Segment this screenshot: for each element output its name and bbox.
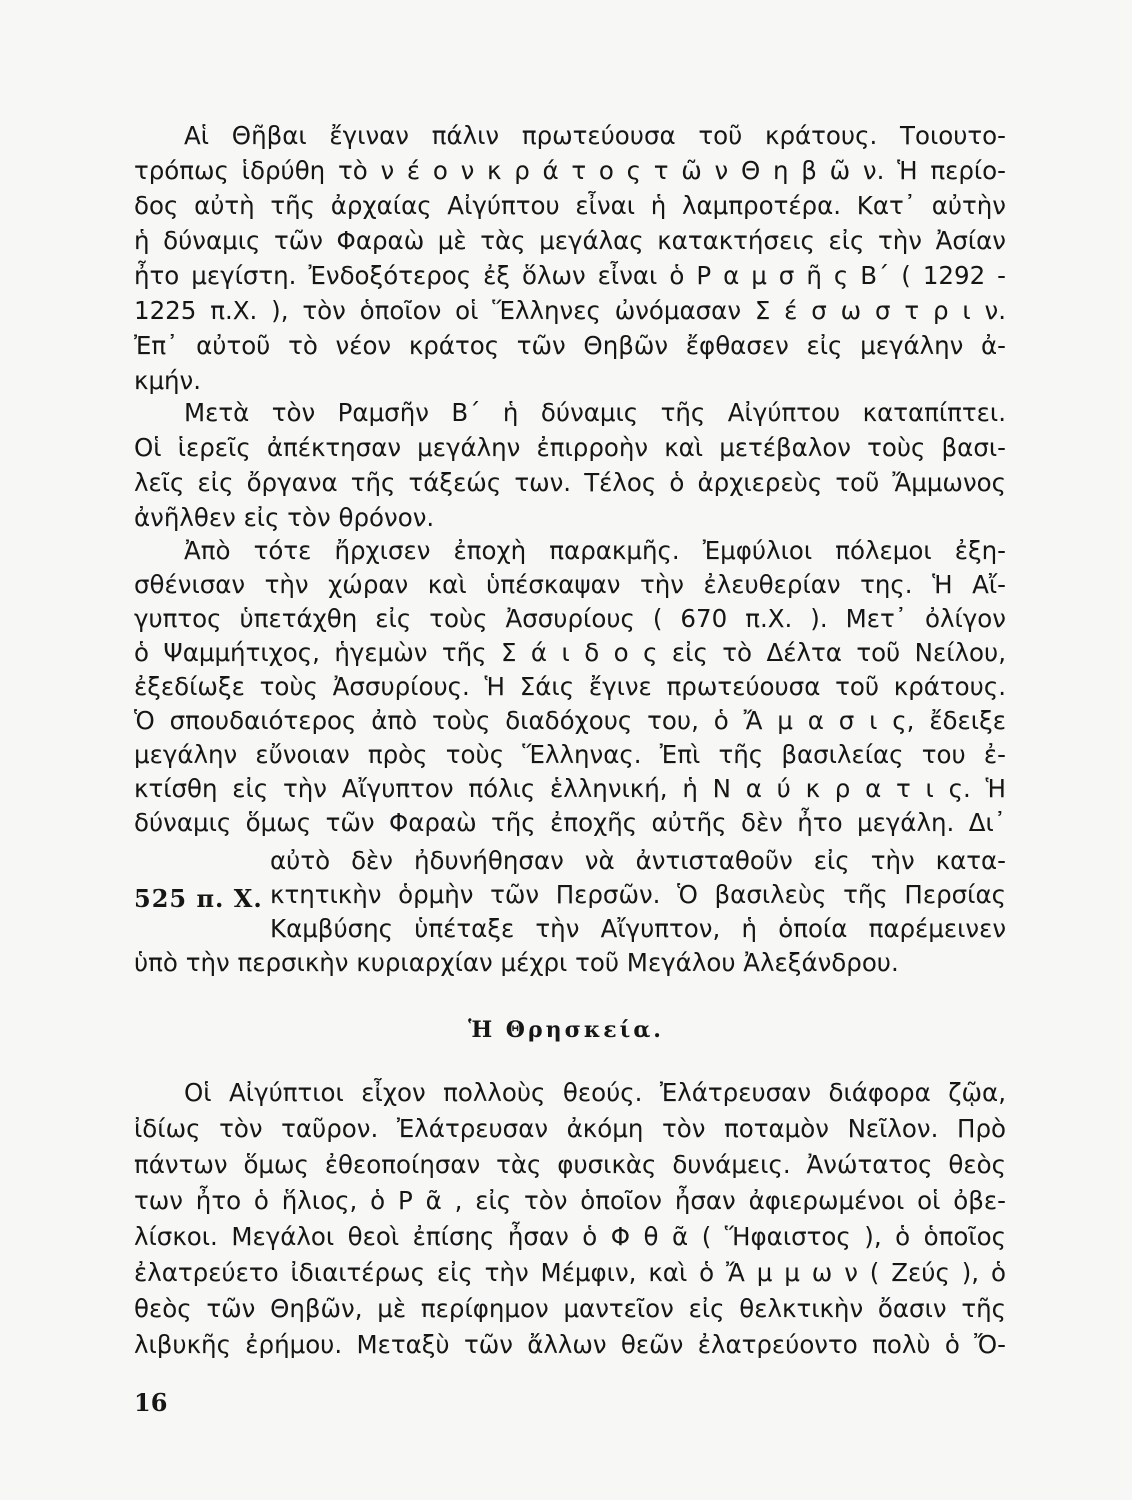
text-line: ἡ δύναμις τῶν Φαραὼ μὲ τὰς μεγάλας κατακτήσεις εἰς τὴν Ἀσίαν [134,226,1006,255]
text-line: πάντων ὅμως ἐθεοποίησαν τὰς φυσικὰς δυνάμεις. Ἀνώτατος θεὸς [134,1150,1006,1179]
text-line: ἦτο μεγίστη. Ἐνδοξότερος ἐξ ὅλων εἶναι ὁ Ρ α μ σ ῆ ς Β΄ ( 1292 - [134,261,1006,290]
text-line: ἐλατρεύετο ἰδιαιτέρως εἰς τὴν Μέμφιν, καὶ ὁ Ἄ μ μ ω ν ( Ζεύς ), ὁ [134,1258,1006,1287]
text-line: Αἱ Θῆβαι ἔγιναν πάλιν πρωτεύουσα τοῦ κράτους. Τοιουτο- [184,121,1006,150]
text-line: θεὸς τῶν Θηβῶν, μὲ περίφημον μαντεῖον εἰς θελκτικὴν ὄασιν τῆς [134,1294,1006,1323]
text-line: Ὁ σπουδαιότερος ἀπὸ τοὺς διαδόχους του, ὁ Ἄ μ α σ ι ς, ἔδειξε [134,706,1006,735]
text-line: κτίσθη εἰς τὴν Αἴγυπτον πόλις ἑλληνική, ἡ Ν α ύ κ ρ α τ ι ς. Ἡ [134,774,1006,803]
text-line: Ἀπὸ τότε ἤρχισεν ἐποχὴ παρακμῆς. Ἐμφύλιοι πόλεμοι ἐξη- [184,536,1006,565]
text-line: Ἐπ᾽ αὐτοῦ τὸ νέον κράτος τῶν Θηβῶν ἔφθασεν εἰς μεγάλην ἀ- [134,331,1006,360]
text-line: λίσκοι. Μεγάλοι θεοὶ ἐπίσης ἦσαν ὁ Φ θ ᾶ ( Ἥφαιστος ), ὁ ὁποῖος [134,1222,1006,1251]
text-line: ἐξεδίωξε τοὺς Ἀσσυρίους. Ἡ Σάις ἔγινε πρωτεύουσα τοῦ κράτους. [134,672,1006,701]
text-line: Μετὰ τὸν Ραμσῆν Β΄ ἡ δύναμις τῆς Αἰγύπτου καταπίπτει. [184,398,1006,427]
margin-date-note: 525 π. Χ. [134,884,263,913]
text-line: Οἱ Αἰγύπτιοι εἶχον πολλοὺς θεούς. Ἐλάτρευσαν διάφορα ζῷα, [184,1078,1006,1107]
text-line: κτητικὴν ὁρμὴν τῶν Περσῶν. Ὁ βασιλεὺς τῆς Περσίας [270,880,1006,909]
text-line: ὁ Ψαμμήτιχος, ἡγεμὼν τῆς Σ ά ι δ ο ς εἰς τὸ Δέλτα τοῦ Νείλου, [134,638,1006,667]
text-line: μεγάλην εὔνοιαν πρὸς τοὺς Ἕλληνας. Ἐπὶ τῆς βασιλείας του ἐ- [134,740,1006,769]
text-line: 1225 π.Χ. ), τὸν ὁποῖον οἱ Ἕλληνες ὠνόμασαν Σ έ σ ω σ τ ρ ι ν. [134,296,1006,325]
text-line: Καμβύσης ὑπέταξε τὴν Αἴγυπτον, ἡ ὁποία παρέμεινεν [270,914,1006,943]
text-line: γυπτος ὑπετάχθη εἰς τοὺς Ἀσσυρίους ( 670 π.Χ. ). Μετ᾽ ὀλίγον [134,604,1006,633]
text-line: δύναμις ὅμως τῶν Φαραὼ τῆς ἐποχῆς αὐτῆς δὲν ἦτο μεγάλη. Δι᾽ [134,808,1006,837]
text-line: αὐτὸ δὲν ἠδυνήθησαν νὰ ἀντισταθοῦν εἰς τὴν κατα- [270,846,1006,875]
text-line: λιβυκῆς ἐρήμου. Μεταξὺ τῶν ἄλλων θεῶν ἐλατρεύοντο πολὺ ὁ Ὄ- [134,1330,1006,1359]
text-line: σθένισαν τὴν χώραν καὶ ὑπέσκαψαν τὴν ἐλευθερίαν της. Ἡ Αἴ- [134,570,1006,599]
text-line: τρόπως ἱδρύθη τὸ ν έ ο ν κ ρ ά τ ο ς τ ῶ ν Θ η β ῶ ν. Ἡ περίο- [134,156,1006,185]
text-line: ὑπὸ τὴν περσικὴν κυριαρχίαν μέχρι τοῦ Μεγάλου Ἀλεξάνδρου. [134,948,899,977]
text-line: κμήν. [134,366,202,395]
text-line: ἰδίως τὸν ταῦρον. Ἐλάτρευσαν ἀκόμη τὸν ποταμὸν Νεῖλον. Πρὸ [134,1114,1006,1143]
text-line: δος αὐτὴ τῆς ἀρχαίας Αἰγύπτου εἶναι ἡ λαμπροτέρα. Κατ᾽ αὐτὴν [134,191,1006,220]
section-heading: Ἡ Θρησκεία. [468,1017,664,1043]
text-line: λεῖς εἰς ὄργανα τῆς τάξεώς των. Τέλος ὁ ἀρχιερεὺς τοῦ Ἄμμωνος [134,468,1006,497]
text-line: των ἦτο ὁ ἥλιος, ὁ Ρ ᾶ , εἰς τὸν ὁποῖον ἦσαν ἀφιερωμένοι οἱ ὀβε- [134,1186,1006,1215]
page-number: 16 [134,1388,168,1417]
text-line: ἀνῆλθεν εἰς τὸν θρόνον. [134,503,435,532]
text-line: Οἱ ἱερεῖς ἀπέκτησαν μεγάλην ἐπιρροὴν καὶ μετέβαλον τοὺς βασι- [134,433,1006,462]
